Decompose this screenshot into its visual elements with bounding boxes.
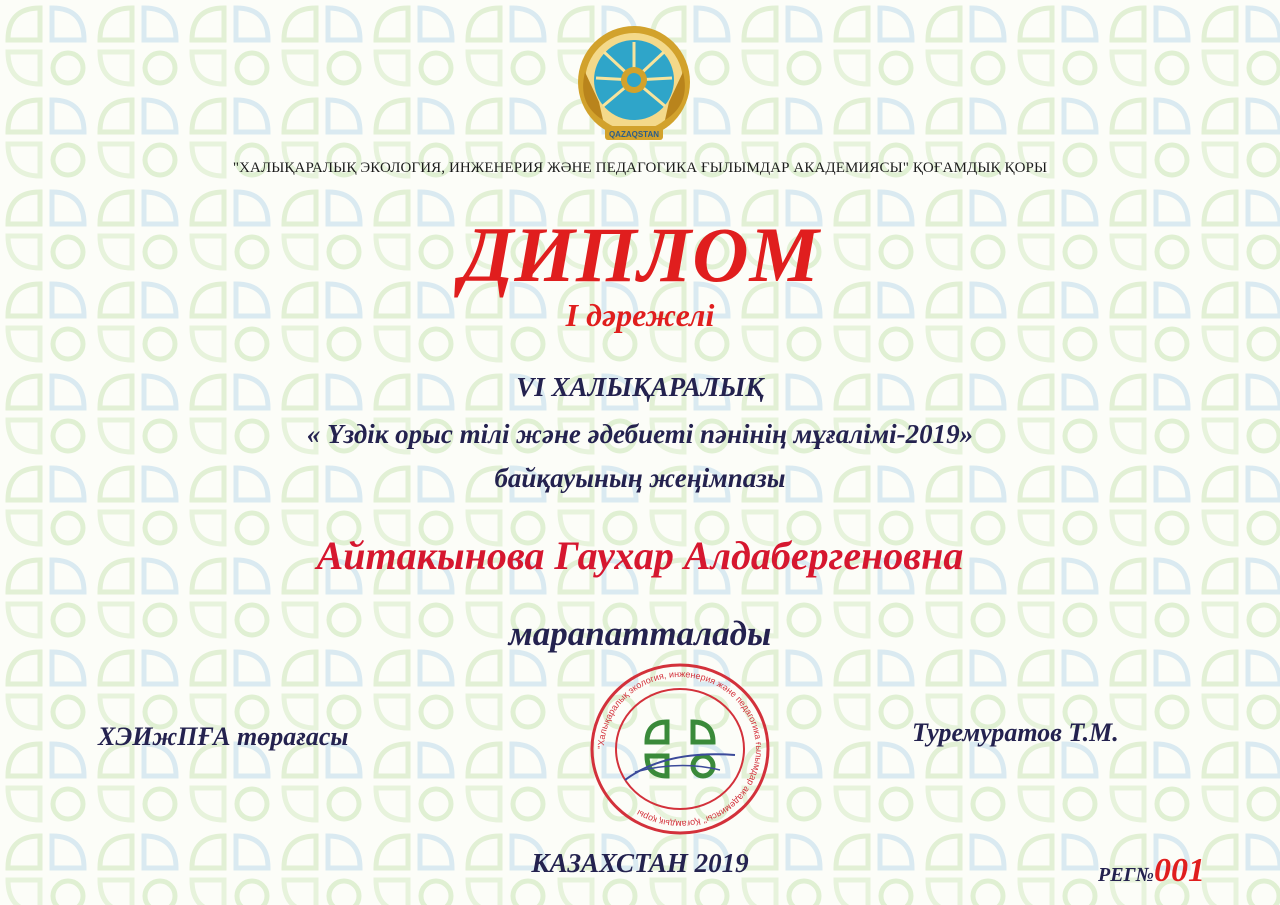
chairman-name: Туремуратов Т.М. bbox=[912, 718, 1119, 747]
competition-name: « Үздік орыс тілі және әдебиеті пәнінің мұғалімі-2019» bbox=[306, 419, 974, 449]
registration-number bbox=[1098, 852, 1205, 890]
registration-label: РЕГ№ bbox=[1098, 864, 1154, 886]
registration-value: 001 bbox=[1153, 852, 1205, 889]
diploma-title: ДИПЛОМ bbox=[460, 211, 820, 298]
seal-text: "Халықаралық экология, инженерия және педагогика ғылымдар академиясы" Қоғамдық қоры bbox=[595, 668, 765, 830]
diploma-degree: I дәрежелі bbox=[565, 297, 715, 333]
organization-name: "ХАЛЫҚАРАЛЫҚ ЭКОЛОГИЯ, ИНЖЕНЕРИЯ ЖӘНЕ ПЕДАГОГИКА ҒЫЛЫМДАР АКАДЕМИЯСЫ" ҚОҒАМДЫҚ ҚОРЫ bbox=[232, 160, 1048, 176]
state-emblem-icon bbox=[575, 22, 693, 154]
footer-country-year: КАЗАХСТАН 2019 bbox=[531, 848, 749, 878]
competition-edition: VI ХАЛЫҚАРАЛЫҚ bbox=[516, 372, 764, 402]
emblem-text: QAZAQSTAN bbox=[608, 130, 660, 139]
svg-text:"Халықаралық экология, инженер bbox=[596, 669, 764, 829]
awarded-label: марапатталады bbox=[508, 614, 772, 653]
recipient-name: Айтакынова Гаухар Алдабергеновна bbox=[316, 533, 964, 578]
winner-caption: байқауының жеңімпазы bbox=[494, 463, 786, 493]
chairman-title: ХЭИжПҒА төрағасы bbox=[98, 722, 349, 751]
seal-stamp-icon bbox=[585, 660, 775, 838]
